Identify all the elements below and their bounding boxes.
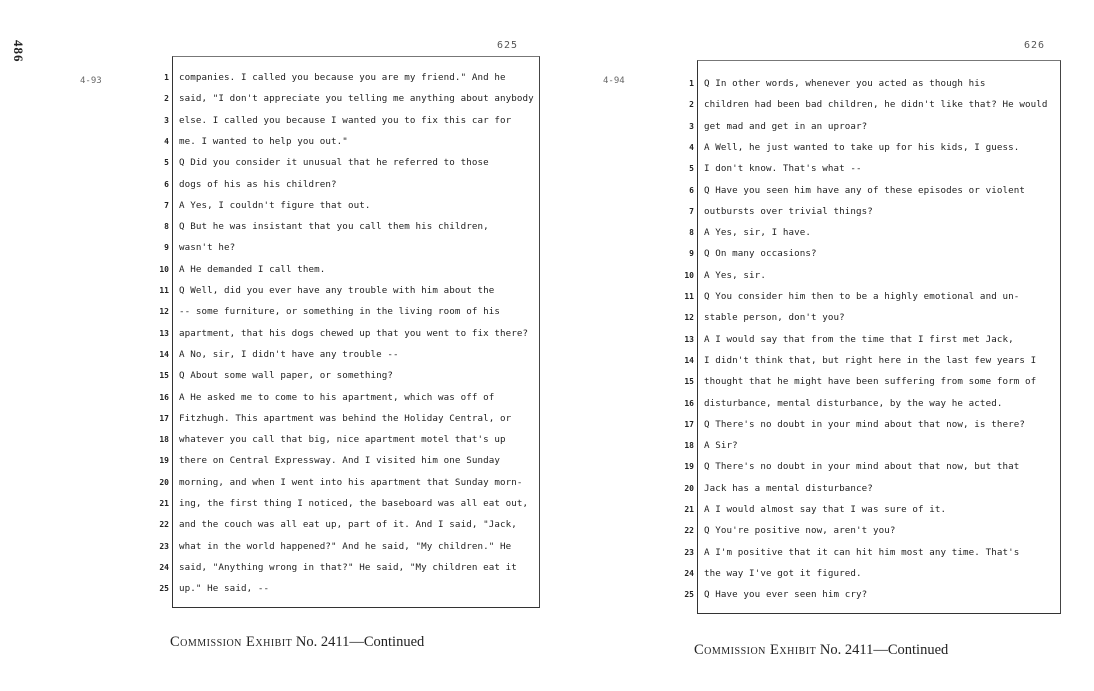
transcript-line: children had been bad children, he didn't like that? He would [704, 99, 1048, 111]
transcript-line: Q You're positive now, aren't you? [704, 525, 896, 537]
transcript-line: whatever you call that big, nice apartment motel that's up [179, 434, 506, 446]
line-number: 4 [164, 136, 169, 146]
line-number: 19 [684, 462, 694, 472]
transcript-line: said, "I don't appreciate you telling me anything about anybody [179, 93, 534, 105]
line-number: 10 [684, 270, 694, 280]
line-number: 22 [684, 526, 694, 536]
line-number: 18 [159, 435, 169, 445]
line-number: 18 [684, 441, 694, 451]
right-transcript-page [603, 36, 1073, 616]
transcript-line: I didn't think that, but right here in the last few years I [704, 354, 1037, 366]
left-caption-rest: No. 2411—Continued [295, 634, 425, 650]
line-number: 16 [684, 398, 694, 408]
transcript-line: thought that he might have been suffering from some form of [704, 376, 1037, 388]
transcript-line: outbursts over trivial things? [704, 205, 873, 217]
transcript-line: what in the world happened?" And he said, "My children." He [179, 540, 512, 552]
transcript-line: A No, sir, I didn't have any trouble -- [179, 348, 399, 360]
transcript-line: the way I've got it figured. [704, 567, 862, 579]
transcript-line: A He demanded I call them. [179, 263, 326, 275]
transcript-line: and the couch was all eat up, part of it. And I said, "Jack, [179, 519, 517, 531]
line-number: 24 [684, 568, 694, 578]
right-caption [694, 642, 948, 659]
transcript-line: there on Central Expressway. And I visited him one Sunday [179, 455, 500, 467]
left-page-frame [159, 56, 540, 608]
line-number: 15 [684, 377, 694, 387]
transcript-line: A Sir? [704, 440, 738, 452]
line-number: 23 [159, 541, 169, 551]
volume-page-number: 486 [11, 40, 26, 63]
line-number: 2 [164, 94, 169, 104]
line-number: 21 [159, 499, 169, 508]
transcript-line: wasn't he? [179, 242, 236, 254]
transcript-line: Jack has a mental disturbance? [704, 482, 873, 494]
transcript-line: Q Have you ever seen him cry? [704, 589, 868, 601]
transcript-line: said, "Anything wrong in that?" He said, "My children eat it [179, 561, 517, 573]
line-number: 20 [684, 483, 694, 493]
right-page-number: 626 [1024, 40, 1046, 51]
transcript-line: apartment, that his dogs chewed up that you went to fix there? [179, 327, 529, 339]
line-number: 5 [164, 158, 169, 168]
line-number: 21 [684, 505, 694, 514]
transcript-line: stable person, don't you? [704, 312, 845, 324]
transcript-line: A Yes, sir, I have. [704, 227, 811, 239]
line-number: 11 [684, 292, 694, 301]
transcript-line: get mad and get in an uproar? [704, 120, 868, 132]
left-transcript-page [80, 36, 550, 616]
line-number: 2 [689, 100, 694, 110]
transcript-line: morning, and when I went into his apartment that Sunday morn- [179, 476, 523, 488]
transcript-line: A I would almost say that I was sure of it. [704, 504, 947, 515]
line-number: 24 [159, 562, 169, 572]
transcript-line: Q Well, did you ever have any trouble with him about the [179, 285, 495, 296]
line-number: 15 [159, 371, 169, 381]
transcript-line: Q You consider him then to be a highly emotional and un- [704, 291, 1020, 302]
transcript-line: I don't know. That's what -- [704, 163, 862, 175]
transcript-line: A Yes, sir. [704, 269, 766, 281]
line-number: 8 [164, 222, 169, 232]
line-number: 9 [689, 249, 694, 259]
line-number: 13 [159, 328, 169, 338]
transcript-line: companies. I called you because you are my friend." And he [179, 72, 506, 83]
transcript-line: else. I called you because I wanted you to fix this car for [179, 114, 512, 126]
transcript-line: Q About some wall paper, or something? [179, 370, 393, 382]
line-number: 3 [164, 115, 169, 125]
line-number: 6 [164, 179, 169, 189]
line-number: 5 [689, 164, 694, 174]
line-number: 12 [159, 307, 169, 317]
left-page-number: 625 [497, 40, 519, 51]
line-number: 4 [689, 142, 694, 152]
line-number: 1 [164, 73, 169, 82]
transcript-line: A Yes, I couldn't figure that out. [179, 199, 371, 211]
transcript-line: me. I wanted to help you out." [179, 135, 348, 147]
transcript-line: Q But he was insistant that you call them his children, [179, 221, 489, 233]
line-number: 11 [159, 286, 169, 295]
left-page-id: 4-93 [80, 76, 102, 86]
line-number: 14 [684, 355, 694, 365]
line-number: 8 [689, 228, 694, 238]
right-caption-prefix: Commission Exhibit [694, 642, 817, 658]
right-caption-rest: No. 2411—Continued [819, 642, 949, 658]
line-number: 13 [684, 334, 694, 344]
transcript-line: disturbance, mental disturbance, by the way he acted. [704, 397, 1003, 409]
line-number: 25 [684, 590, 694, 600]
transcript-line: Q On many occasions? [704, 248, 817, 260]
line-number: 9 [164, 243, 169, 253]
transcript-line: Fitzhugh. This apartment was behind the Holiday Central, or [179, 412, 512, 424]
line-number: 20 [159, 477, 169, 487]
transcript-line: dogs of his as his children? [179, 178, 337, 190]
line-number: 7 [689, 206, 694, 216]
line-number: 12 [684, 313, 694, 323]
line-number: 19 [159, 456, 169, 466]
right-page-id: 4-94 [603, 76, 625, 86]
line-number: 17 [684, 419, 694, 429]
transcript-line: A He asked me to come to his apartment, which was off of [179, 391, 495, 403]
line-number: 17 [159, 413, 169, 423]
line-number: 22 [159, 520, 169, 530]
transcript-line: Q There's no doubt in your mind about that now, but that [704, 461, 1020, 473]
transcript-line: ing, the first thing I noticed, the baseboard was all eat out, [179, 498, 529, 509]
right-page-frame [684, 60, 1061, 614]
left-caption [170, 634, 424, 651]
line-number: 7 [164, 200, 169, 210]
transcript-line: Q There's no doubt in your mind about that now, is there? [704, 418, 1025, 430]
transcript-line: Q Have you seen him have any of these episodes or violent [704, 184, 1025, 196]
transcript-line: Q In other words, whenever you acted as though his [704, 78, 986, 89]
line-number: 6 [689, 185, 694, 195]
line-number: 3 [689, 121, 694, 131]
transcript-line: -- some furniture, or something in the living room of his [179, 306, 500, 318]
transcript-line: up." He said, -- [179, 583, 270, 595]
line-number: 16 [159, 392, 169, 402]
line-number: 25 [159, 584, 169, 594]
line-number: 1 [689, 79, 694, 88]
line-number: 14 [159, 349, 169, 359]
transcript-line: A I'm positive that it can hit him most any time. That's [704, 546, 1020, 558]
transcript-line: A I would say that from the time that I first met Jack, [704, 333, 1014, 345]
line-number: 10 [159, 264, 169, 274]
transcript-line: A Well, he just wanted to take up for his kids, I guess. [704, 141, 1020, 153]
left-caption-prefix: Commission Exhibit [170, 634, 293, 650]
transcript-line: Q Did you consider it unusual that he referred to those [179, 157, 489, 169]
line-number: 23 [684, 547, 694, 557]
